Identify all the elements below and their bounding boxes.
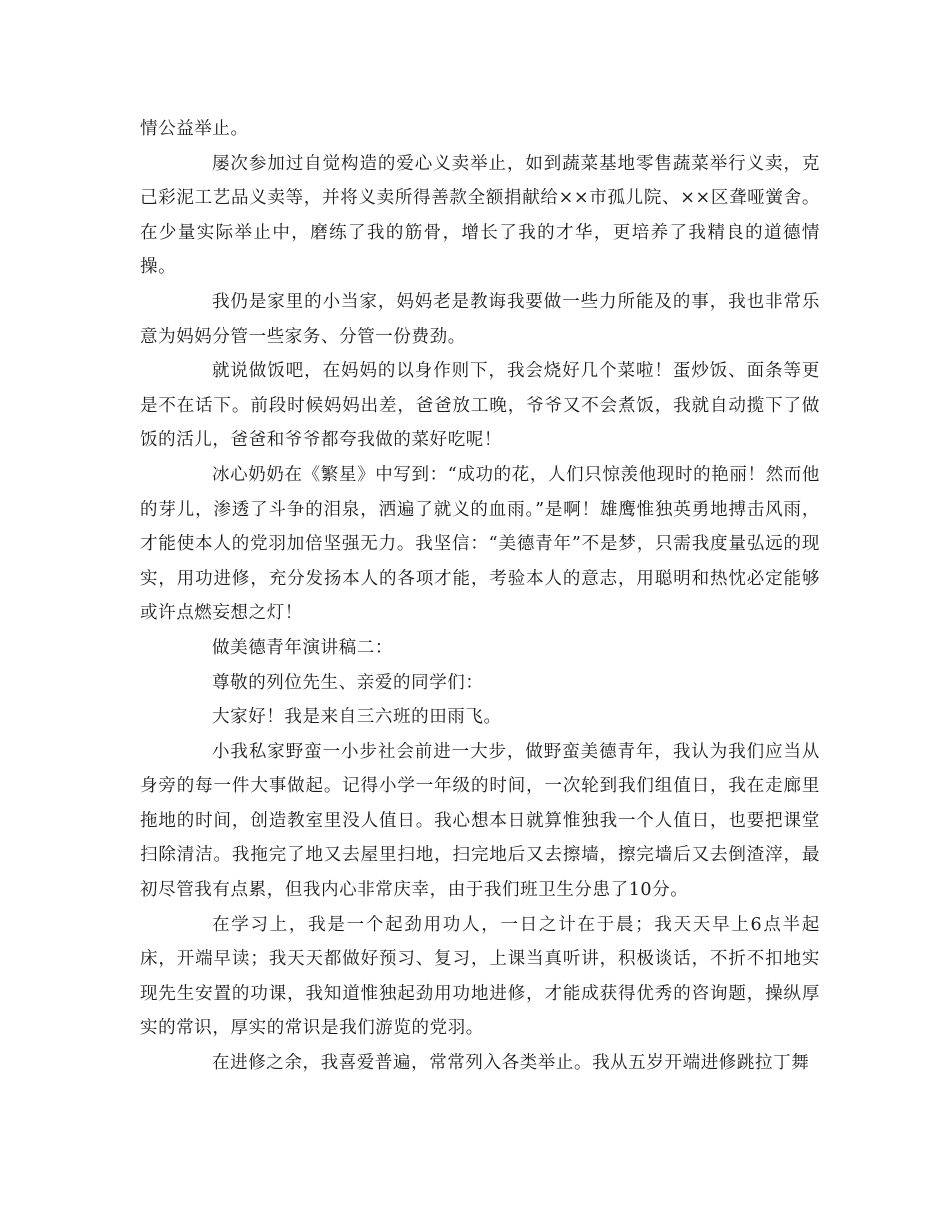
section-heading: 做美德青年演讲稿二： [212,637,393,658]
salutation: 尊敬的列位先生、亲爱的同学们： [212,672,484,693]
paragraph: 就说做饭吧，在妈妈的以身作则下，我会烧好几个菜啦！蛋炒饭、面条等更是不在话下。前段时候妈妈出差，爸爸放工晚，爷爷又不会煮饭，我就自动揽下了做饭的活儿，爸爸和爷爷都夸我做的菜好吃呢！ [140,361,820,451]
paragraph: 情公益举止。 [140,119,249,139]
document-body [140,112,820,1081]
paragraph: 冰心奶奶在《繁星》中写到：“成功的花，人们只惊羡他现时的艳丽！然而他的芽儿，渗透了斗争的泪泉，洒遍了就义的血雨。”是啊！雄鹰惟独英勇地搏击风雨，才能使本人的党羽加倍坚强无力。我坚信：“美德青年”不是梦，只需我度量弘远的现实，用功进修，充分发扬本人的各项才能，考验本人的意志，用聪明和热忱必定能够或许点燃妄想之灯！ [140,464,820,624]
paragraph: 在进修之余，我喜爱普遍，常常列入各类举止。我从五岁开端进修跳拉丁舞 [212,1053,810,1074]
paragraph: 在学习上，我是一个起劲用功人，一日之计在于晨；我天天早上6点半起床，开端早读；我天天都做好预习、复习，上课当真听讲，积极谈话，不折不扣地实现先生安置的功课，我知道惟独起劲用功地进修，才能成获得优秀的咨询题，操纵厚实的常识，厚实的常识是我们游览的党羽。 [140,914,820,1039]
paragraph: 屡次参加过自觉构造的爱心义卖举止，如到蔬菜基地零售蔬菜举行义卖，克己彩泥工艺品义卖等，并将义卖所得善款全额捐献给××市孤儿院、××区聋哑黉舍。在少量实际举止中，磨练了我的筋骨，增长了我的才华，更培养了我精良的道德情操。 [140,153,820,278]
paragraph: 我仍是家里的小当家，妈妈老是教诲我要做一些力所能及的事，我也非常乐意为妈妈分管一些家务、分管一份费劲。 [140,291,820,347]
paragraph: 小我私家野蛮一小步社会前进一大步，做野蛮美德青年，我认为我们应当从身旁的每一件大事做起。记得小学一年级的时间，一次轮到我们组值日，我在走廊里拖地的时间，创造教室里没人值日。我心想本日就算惟独我一个人值日，也要把课堂扫除清洁。我拖完了地又去屋里扫地，扫完地后又去擦墙，擦完墙后又去倒渣滓，最初尽管我有点累，但我内心非常庆幸，由于我们班卫生分患了10分。 [140,741,820,901]
greeting: 大家好！我是来自三六班的田雨飞。 [212,707,502,728]
